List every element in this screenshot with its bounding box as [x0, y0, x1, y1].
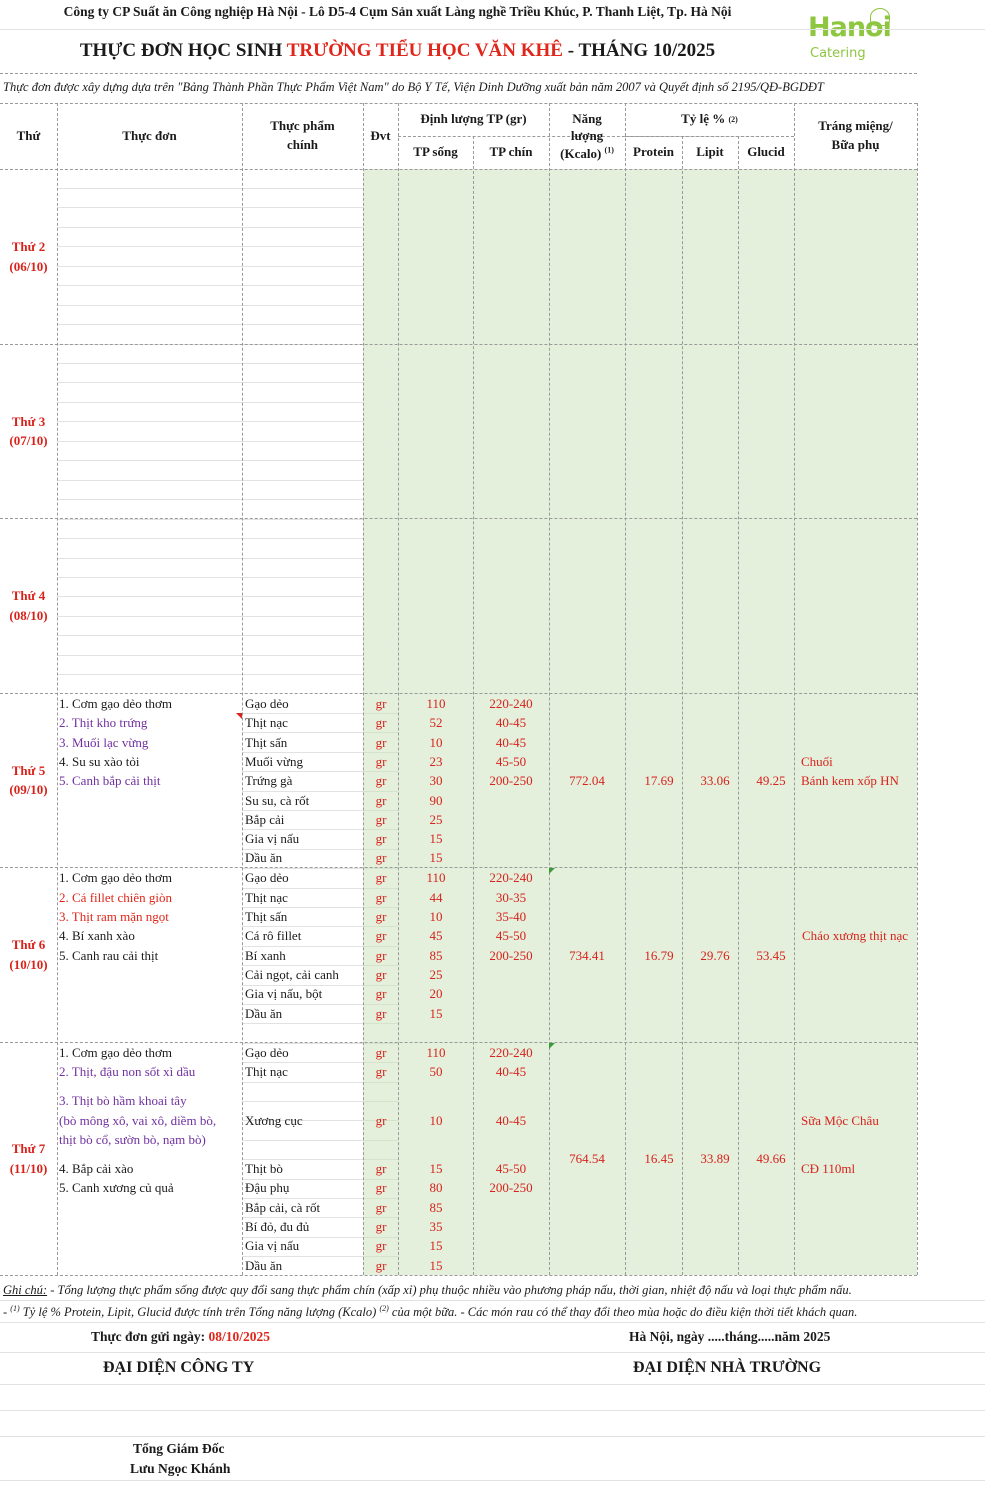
row-guide — [57, 596, 363, 597]
ingredient: Xương cục — [245, 1113, 303, 1128]
nutrition-shade — [363, 169, 917, 693]
ingredient: Gia vị nấu, bột — [245, 986, 323, 1001]
grid-vline — [917, 103, 918, 1275]
cooked-amount: 220-240 — [489, 696, 533, 711]
cooked-amount: 45-50 — [495, 754, 527, 769]
ingredient: Cải ngọt, cải canh — [245, 967, 339, 982]
ingredient: Thịt bò — [245, 1161, 283, 1176]
dish-item: 2. Thịt, đậu non sốt xì dầu — [59, 1064, 196, 1079]
director-title: Tổng Giám Đốc — [133, 1441, 225, 1456]
dish-item: 3. Thịt bò hầm khoai tây — [59, 1093, 187, 1108]
grid-vline — [794, 103, 795, 1275]
cooked-amount: 40-45 — [495, 715, 527, 730]
dessert-item: Cháo xương thịt nạc — [802, 928, 908, 943]
unit: gr — [375, 1006, 387, 1021]
row-guide — [57, 207, 363, 208]
grid-vline — [398, 103, 399, 1275]
dish-item: 2. Cá fillet chiên giòn — [59, 890, 173, 905]
day-label-thu4: Thứ 4 (08/10) — [9, 588, 48, 623]
unit: gr — [375, 967, 387, 982]
protein-value: 16.45 — [644, 1151, 674, 1166]
ingredient: Su su, cà rốt — [245, 793, 310, 808]
row-guide — [57, 480, 363, 481]
col-header-glucid: Glucid — [747, 144, 785, 160]
unit: gr — [375, 1219, 387, 1234]
sheet-gridline — [0, 29, 985, 30]
unit: gr — [375, 1200, 387, 1215]
grid-vline — [549, 103, 550, 1275]
raw-amount: 35 — [429, 1219, 443, 1234]
place-date: Hà Nội, ngày .....tháng.....năm 2025 — [629, 1329, 831, 1344]
col-header-raw: TP sống — [413, 144, 458, 160]
row-guide — [242, 1140, 363, 1141]
ingredient: Trứng gà — [245, 773, 293, 788]
sheet-gridline — [0, 1384, 985, 1385]
row-guide — [242, 1082, 363, 1083]
raw-amount: 20 — [429, 986, 443, 1001]
ingredient: Đậu phụ — [245, 1180, 290, 1195]
row-guide — [57, 655, 363, 656]
raw-amount: 15 — [429, 831, 443, 846]
dish-item: 1. Cơm gạo dẻo thơm — [59, 870, 173, 885]
ingredient: Gia vị nấu — [245, 1238, 300, 1253]
unit: gr — [375, 1161, 387, 1176]
row-guide — [242, 1023, 363, 1024]
col-header-menu: Thực đơn — [122, 127, 177, 143]
raw-amount: 15 — [429, 1238, 443, 1253]
unit: gr — [375, 909, 387, 924]
note-line-1: Ghi chú: - Tổng lượng thực phẩm sống được quy đổi sang thực phẩm chín (xấp xỉ) phụ thuộc nhiều vào phương pháp nấu, thời gian, nhiệt độ nấu và loại thực phẩm nấu. — [3, 1283, 852, 1297]
unit: gr — [375, 812, 387, 827]
cooked-amount: 40-45 — [495, 1113, 527, 1128]
dessert-item: CĐ 110ml — [801, 1161, 856, 1176]
dish-item: 5. Canh xương củ quả — [59, 1180, 174, 1195]
row-guide — [57, 188, 363, 189]
raw-amount: 10 — [429, 909, 443, 924]
dish-item: (bò mông xô, vai xô, diềm bò, — [59, 1113, 217, 1128]
ingredient: Bí xanh — [245, 948, 286, 963]
grid-vline — [242, 103, 243, 1275]
grid-vline — [682, 136, 683, 1275]
sent-date: Thực đơn gửi ngày: 08/10/2025 — [91, 1329, 270, 1344]
unit: gr — [375, 890, 387, 905]
unit: gr — [375, 754, 387, 769]
unit: gr — [375, 870, 387, 885]
row-guide — [57, 558, 363, 559]
raw-amount: 25 — [429, 812, 443, 827]
raw-amount: 80 — [429, 1180, 443, 1195]
hanoi-catering-logo: Hanoi Catering — [800, 8, 910, 68]
ingredient: Cá rô fillet — [245, 928, 302, 943]
unit: gr — [375, 1045, 387, 1060]
raw-amount: 110 — [426, 870, 446, 885]
day-label-thu3: Thứ 3 (07/10) — [9, 413, 48, 448]
row-guide — [57, 285, 363, 286]
col-header-amount: Định lượng TP (gr) — [420, 111, 527, 127]
ingredient: Thịt nạc — [245, 890, 288, 905]
ingredient: Dầu ăn — [245, 1258, 283, 1273]
row-guide — [57, 305, 363, 306]
dessert-item: Sữa Mộc Châu — [801, 1113, 879, 1128]
unit: gr — [375, 735, 387, 750]
col-header-protein: Protein — [633, 144, 674, 160]
dish-item: 4. Su su xào tỏi — [59, 754, 140, 769]
raw-amount: 50 — [429, 1064, 443, 1079]
protein-value: 17.69 — [644, 773, 674, 788]
ingredient: Muối vừng — [245, 754, 303, 769]
unit: gr — [375, 773, 387, 788]
dish-item: thịt bò cổ, sườn bò, nạm bò) — [59, 1132, 206, 1147]
row-guide — [57, 402, 363, 403]
cooked-amount: 30-35 — [495, 890, 527, 905]
unit: gr — [375, 850, 387, 865]
raw-amount: 10 — [429, 1113, 443, 1128]
comment-marker-icon[interactable] — [549, 868, 555, 874]
raw-amount: 15 — [429, 1258, 443, 1273]
row-guide — [57, 227, 363, 228]
col-header-main-food: Thực phẩm chính — [270, 118, 335, 152]
dish-item: 4. Bí xanh xào — [59, 928, 135, 943]
glucid-value: 53.45 — [756, 948, 786, 963]
row-guide — [363, 1140, 398, 1141]
cooked-amount: 45-50 — [495, 1161, 527, 1176]
energy-value: 734.41 — [569, 948, 605, 963]
grid-vline — [625, 103, 626, 1275]
raw-amount: 25 — [429, 967, 443, 982]
sheet-gridline — [0, 1410, 985, 1411]
grid-vline — [57, 103, 58, 1275]
cooked-amount: 45-50 — [495, 928, 527, 943]
row-guide — [57, 460, 363, 461]
row-guide — [57, 382, 363, 383]
day-label-thu6: Thứ 6 (10/10) — [9, 937, 48, 972]
sheet-gridline — [0, 1322, 985, 1323]
col-header-day: Thứ — [16, 127, 41, 143]
raw-amount: 30 — [429, 773, 443, 788]
raw-amount: 90 — [429, 793, 443, 808]
ingredient: Thịt nạc — [245, 715, 288, 730]
dish-item: 3. Muối lạc vừng — [59, 735, 149, 750]
unit: gr — [375, 1238, 387, 1253]
raw-amount: 23 — [429, 754, 443, 769]
ingredient: Dầu ăn — [245, 1006, 283, 1021]
row-guide — [57, 519, 363, 520]
ingredient: Bí đỏ, đu đủ — [245, 1219, 310, 1234]
day-label-thu7: Thứ 7 (11/10) — [9, 1141, 48, 1176]
ingredient: Gạo dẻo — [245, 870, 289, 885]
raw-amount: 110 — [426, 696, 446, 711]
grid-hline — [0, 1275, 917, 1276]
sheet-gridline — [0, 1300, 985, 1301]
dish-item: 2. Thịt kho trứng — [59, 715, 148, 730]
cooked-amount: 40-45 — [495, 1064, 527, 1079]
unit: gr — [375, 1113, 387, 1128]
row-guide — [242, 1101, 363, 1102]
ingredient: Gia vị nấu — [245, 831, 300, 846]
col-header-unit: Đvt — [370, 127, 391, 143]
ingredient: Thịt sấn — [245, 735, 288, 750]
day-label-thu2: Thứ 2 (06/10) — [9, 239, 48, 274]
dish-item: 3. Thịt ram mặn ngọt — [59, 909, 169, 924]
cooked-amount: 220-240 — [489, 870, 533, 885]
row-guide — [57, 441, 363, 442]
protein-value: 16.79 — [644, 948, 674, 963]
ingredient: Bắp cải — [245, 812, 285, 827]
raw-amount: 15 — [429, 1161, 443, 1176]
page-title: THỰC ĐƠN HỌC SINH TRƯỜNG TIỂU HỌC VĂN KHÊ - THÁNG 10/2025 — [79, 40, 716, 61]
comment-marker-icon[interactable] — [236, 713, 242, 719]
col-header-lipid: Lipit — [696, 144, 724, 160]
col-header-energy: Năng lượng (Kcalo) $^{(1)}$ — [560, 110, 614, 161]
dish-item: 1. Cơm gạo dẻo thơm — [59, 696, 173, 711]
dish-item: 5. Canh bắp cải thịt — [59, 773, 161, 788]
row-guide — [57, 324, 363, 325]
row-guide — [57, 363, 363, 364]
unit: gr — [375, 696, 387, 711]
col-header-cooked: TP chín — [489, 144, 533, 160]
grid-vline — [363, 103, 364, 1275]
grid-hline — [0, 169, 917, 170]
ingredient: Thịt nạc — [245, 1064, 288, 1079]
grid-hline — [0, 344, 917, 345]
cooked-amount: 35-40 — [495, 909, 527, 924]
row-guide — [57, 246, 363, 247]
dish-item: 5. Canh rau cải thịt — [59, 948, 159, 963]
sheet-gridline — [0, 1480, 985, 1481]
row-guide — [57, 499, 363, 500]
unit: gr — [375, 831, 387, 846]
grid-hline — [0, 73, 917, 74]
ingredient: Dầu ăn — [245, 850, 283, 865]
raw-amount: 110 — [426, 1045, 446, 1060]
row-guide — [363, 1023, 398, 1024]
dessert-item: Bánh kem xốp HN — [801, 773, 899, 788]
raw-amount: 85 — [429, 948, 443, 963]
unit: gr — [375, 715, 387, 730]
cooked-amount: 200-250 — [489, 1180, 533, 1195]
cooked-amount: 200-250 — [489, 948, 533, 963]
unit: gr — [375, 1258, 387, 1273]
grid-vline — [738, 136, 739, 1275]
company-representative: ĐẠI DIỆN CÔNG TY — [103, 1359, 255, 1376]
raw-amount: 15 — [429, 1006, 443, 1021]
comment-marker-icon[interactable] — [549, 1043, 555, 1049]
row-guide — [57, 635, 363, 636]
lipid-value: 33.89 — [700, 1151, 730, 1166]
ingredient: Thịt sấn — [245, 909, 288, 924]
cooked-amount: 200-250 — [489, 773, 533, 788]
ingredient: Bắp cải, cà rốt — [245, 1200, 321, 1215]
lipid-value: 33.06 — [700, 773, 730, 788]
row-guide — [57, 538, 363, 539]
unit: gr — [375, 1064, 387, 1079]
dessert-item: Chuối — [801, 754, 833, 769]
raw-amount: 15 — [429, 850, 443, 865]
sheet-gridline — [0, 1352, 985, 1353]
row-guide — [57, 421, 363, 422]
cooked-amount: 40-45 — [495, 735, 527, 750]
day-label-thu5: Thứ 5 (09/10) — [9, 762, 48, 797]
unit: gr — [375, 986, 387, 1001]
ingredient: Gạo dẻo — [245, 1045, 289, 1060]
lipid-value: 29.76 — [700, 948, 730, 963]
col-header-ratio: Tỷ lệ % (2) — [681, 111, 738, 127]
row-guide — [57, 266, 363, 267]
glucid-value: 49.66 — [756, 1151, 786, 1166]
row-guide — [57, 674, 363, 675]
row-guide — [57, 577, 363, 578]
energy-value: 772.04 — [569, 773, 605, 788]
dish-item: 1. Cơm gạo dẻo thơm — [59, 1045, 173, 1060]
ingredient: Gạo dẻo — [245, 696, 289, 711]
raw-amount: 52 — [429, 715, 443, 730]
unit: gr — [375, 793, 387, 808]
school-representative: ĐẠI DIỆN NHÀ TRƯỜNG — [633, 1359, 822, 1376]
glucid-value: 49.25 — [756, 773, 786, 788]
row-guide — [57, 616, 363, 617]
row-guide — [363, 1101, 398, 1102]
dish-item: 4. Bắp cải xào — [59, 1161, 134, 1176]
unit: gr — [375, 928, 387, 943]
raw-amount: 45 — [429, 928, 443, 943]
intro-text: Thực đơn được xây dựng dựa trên "Bảng Thành Phần Thực Phẩm Việt Nam" do Bộ Y Tế, Viện Dinh Dưỡng xuất bản năm 2007 và Quyết định số 2195/QĐ-BGDĐT — [3, 80, 824, 94]
raw-amount: 44 — [429, 890, 443, 905]
unit: gr — [375, 1180, 387, 1195]
note-line-2: - $^{(1)}$ Tỷ lệ % Protein, Lipit, Glucid được tính trên Tổng năng lượng (Kcalo) $^{(2)}$ của một bữa. - Các món rau có thể thay đổi theo mùa hoặc do điều kiện thời tiết khách quan. — [3, 1304, 858, 1320]
raw-amount: 85 — [429, 1200, 443, 1215]
sheet-gridline — [0, 1436, 985, 1437]
row-guide — [363, 1082, 398, 1083]
grid-hline — [0, 518, 917, 519]
cooked-amount: 220-240 — [489, 1045, 533, 1060]
company-line: Công ty CP Suất ăn Công nghiệp Hà Nội - Lô D5-4 Cụm Sản xuất Làng nghề Triều Khúc, P. Thanh Liệt, Tp. Hà Nội — [63, 4, 732, 19]
raw-amount: 10 — [429, 735, 443, 750]
energy-value: 764.54 — [569, 1151, 605, 1166]
unit: gr — [375, 948, 387, 963]
director-name: Lưu Ngọc Khánh — [130, 1461, 231, 1476]
col-header-dessert: Tráng miệng/ Bữa phụ — [818, 118, 893, 152]
